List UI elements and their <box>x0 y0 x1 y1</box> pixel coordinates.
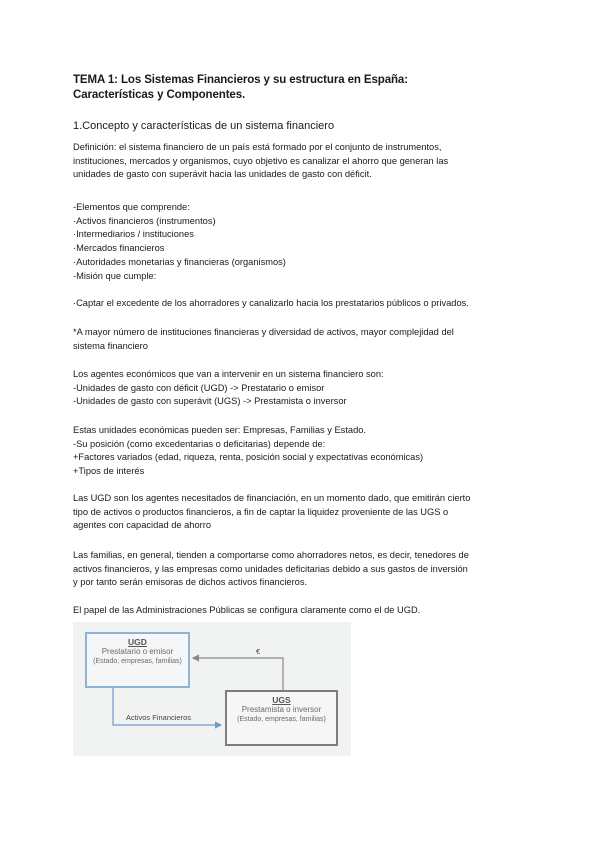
list-item: ·Activos financieros (instrumentos) <box>73 215 216 226</box>
list-item: ·Mercados financieros <box>73 243 165 254</box>
ugd-paragraph <box>73 492 543 533</box>
definition-paragraph <box>73 141 543 182</box>
text-line: *A mayor número de instituciones financieras y diversidad de activos, mayor complejidad del <box>73 327 454 337</box>
text-line: y por tanto serán emisoras de dichos activos financieros. <box>73 577 308 588</box>
page-title <box>73 73 408 103</box>
admin-paragraph <box>73 604 543 618</box>
families-paragraph <box>73 549 543 590</box>
ugs-box <box>225 690 338 746</box>
text-line: sistema financiero <box>73 340 148 351</box>
section-heading: 1.Concepto y características de un sistema financiero <box>73 120 335 132</box>
units-paragraph <box>73 424 543 479</box>
ugd-title: UGD <box>128 637 147 647</box>
title-line: TEMA 1: Los Sistemas Financieros y su estructura en España: <box>73 74 408 86</box>
text-line: activos financieros, y las empresas como unidades deficitarias debido a sus gastos de inversión <box>73 563 468 574</box>
text-line: agentes con capacidad de ahorro <box>73 520 212 531</box>
text-line: El papel de las Administraciones Públicas se configura claramente como el de UGD. <box>73 605 421 615</box>
list-item: ·Autoridades monetarias y financieras (organismos) <box>73 256 286 267</box>
text-line: Las UGD son los agentes necesitados de financiación, en un momento dado, que emitirán cierto <box>73 493 471 503</box>
text-line: Los agentes económicos que van a intervenir en un sistema financiero son: <box>73 369 384 379</box>
ugd-members: (Estado, empresas, familias) <box>93 658 182 665</box>
text-line: Estas unidades económicas pueden ser: Empresas, Familias y Estado. <box>73 425 366 435</box>
text-line: ·Captar el excedente de los ahorradores y canalizarlo hacia los prestatarios públicos o privados. <box>73 298 469 308</box>
elements-list <box>73 201 543 283</box>
text-line: unidades de gasto con superávit hacia las unidades de gasto con déficit. <box>73 169 372 180</box>
text-line: -Unidades de gasto con déficit (UGD) -> Prestatario o emisor <box>73 382 325 393</box>
mission-text <box>73 297 543 311</box>
text-line: +Tipos de interés <box>73 466 145 477</box>
text-line: Definición: el sistema financiero de un país está formado por el conjunto de instrumentos, <box>73 142 442 152</box>
text-line: Las familias, en general, tienden a comportarse como ahorradores netos, es decir, tenedores de <box>73 550 469 560</box>
agents-paragraph <box>73 368 543 409</box>
title-line: Características y Componentes. <box>73 89 246 101</box>
ugs-role: Prestamista o inversor <box>241 705 322 714</box>
text-line: instituciones, mercados y organismos, cuyo objetivo es canalizar el ahorro que generan las <box>73 155 449 166</box>
complexity-note <box>73 326 543 353</box>
text-line: -Su posición (como excedentarias o deficitarias) depende de: <box>73 438 326 449</box>
ugd-role: Prestatario o emisor <box>101 647 174 656</box>
ugs-members: (Estado, empresas, familias) <box>237 716 326 723</box>
money-label: € <box>256 647 261 656</box>
text-line: tipo de activos o productos financieros, a fin de captar la liquidez proveniente de las UGS o <box>73 506 449 517</box>
financial-flow-diagram <box>73 622 351 756</box>
list-item: -Misión que cumple: <box>73 270 157 281</box>
ugs-title: UGS <box>272 695 291 705</box>
money-flow-arrow <box>193 658 283 690</box>
assets-label: Activos Financieros <box>126 713 192 722</box>
ugd-box <box>85 632 190 688</box>
list-item: -Elementos que comprende: <box>73 202 190 212</box>
list-item: ·Intermediarios / instituciones <box>73 229 194 240</box>
text-line: -Unidades de gasto con superávit (UGS) -> Prestamista o inversor <box>73 396 347 407</box>
text-line: +Factores variados (edad, riqueza, renta, posición social y expectativas económicas) <box>73 452 424 463</box>
